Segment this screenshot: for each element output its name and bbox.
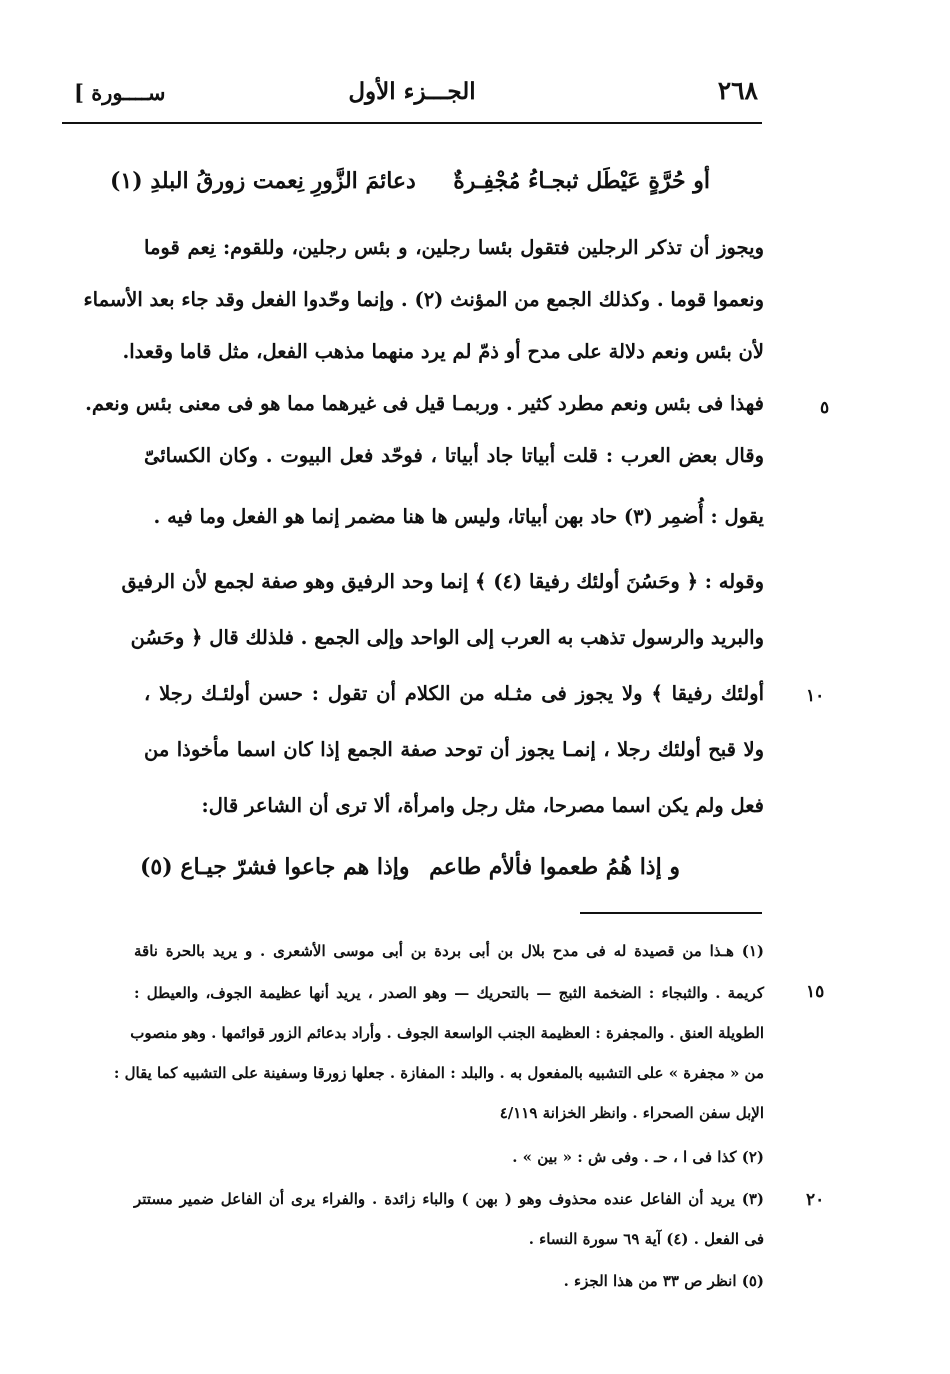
- body-line-4: فهذا فى بئس ونعم مطرد كثير . وربمـا قيل فى غيرهما مما هو فى معنى بئس ونعم.: [85, 392, 764, 415]
- header-rule: [62, 122, 762, 124]
- footnote-1-line-3: الطويلة العنق . والمجفرة : العظيمة الجنب الواسعة الجوف . وأراد بدعائم الزور قوائمها . وهو منصوب: [130, 1024, 764, 1042]
- page-number: ٢٦٨: [717, 76, 758, 105]
- body-line-8: والبريد والرسول تذهب به العرب إلى الواحد وإلى الجمع . فلذلك قال ﴿ وحَسُن: [130, 626, 764, 649]
- line-number-15: ١٥: [806, 982, 825, 1002]
- footnote-1-line-2: كريمة . والثبجاء : الضخمة الثبج — بالتحريك — وهو الصدر ، يريد أنها عظيمة الجوف، والعيطل :: [134, 984, 764, 1002]
- footnote-1-line-4: من « مجفرة » على التشبيه بالمفعول به . والبلد : المفازة . جعلها زورقا وسفينة على التشبيه كما يقال :: [113, 1064, 764, 1082]
- verse-2-second-hemistich: وإذا هم جاعوا فشرّ جيـاع (٥): [140, 854, 410, 880]
- page-header: [62, 72, 762, 120]
- surah-label: [ ســــورة: [74, 80, 166, 105]
- part-title: الجـــزء الأول: [348, 78, 476, 105]
- body-line-1: ويجوز أن تذكر الرجلين فتقول بئسا رجلين، و بئس رجلين، وللقوم: نِعم قوما: [144, 236, 764, 259]
- footnote-separator: [580, 912, 762, 914]
- body-line-10: ولا قبح أولئك رجلا ، إنمـا يجوز أن توحد صفة الجمع إذا كان اسما مأخوذا من: [144, 738, 764, 761]
- line-number-20: ٢٠: [806, 1190, 825, 1210]
- verse-2-first-hemistich: و إذا هُمُ طعموا فألأم طاعم: [429, 854, 680, 880]
- footnote-3-line-1: (٣) يريد أن الفاعل عنده محذوف وهو ( بهن ) والباء زائدة . والفراء يرى أن الفاعل ضمير مستتر: [134, 1190, 764, 1208]
- body-line-6: يقول : أُضمِر (٣) حاد بهن أبياتا، وليس ها هنا مضمر إنما هو الفعل وما فيه .: [153, 505, 764, 528]
- line-number-5: ٥: [820, 398, 830, 418]
- footnote-1-line-5: الإبل سفن الصحراء . وانظر الخزانة ٤/١١٩: [499, 1104, 764, 1122]
- verse-1-first-hemistich: أو حُرَّةٍ عَيْطَل ثبجـاءُ مُجْفِـرةٌ: [453, 168, 710, 194]
- body-line-11: فعل ولم يكن اسما مصرحا، مثل رجل وامرأة، ألا ترى أن الشاعر قال:: [201, 794, 764, 817]
- body-line-2: ونعموا قوما . وكذلك الجمع من المؤنث (٢) . وإنما وحّدوا الفعل وقد جاء بعد الأسماء: [83, 288, 764, 311]
- footnote-3-line-2: فى الفعل . (٤) آية ٦٩ سورة النساء .: [528, 1230, 764, 1248]
- body-line-9: أولئك رفيقا ﴾ ولا يجوز فى مثـله من الكلام أن تقول : حسن أولئـك رجلا ،: [144, 682, 764, 705]
- verse-1: [110, 168, 710, 208]
- verse-1-second-hemistich: دعائمَ الزَّورِ نِعمت زورقُ البلدِ (١): [110, 168, 416, 194]
- line-number-10: ١٠: [806, 686, 825, 706]
- body-line-7: وقوله : ﴿ وحَسُنَ أولئك رفيقا (٤) ﴾ إنما وحد الرفيق وهو صفة لجمع لأن الرفيق: [121, 570, 764, 593]
- footnote-1-line-1: (١) هـذا من قصيدة له فى مدح بلال بن أبى بردة بن أبى موسى الأشعرى . و يريد بالحرة ناقة: [134, 942, 764, 960]
- verse-2: [140, 854, 680, 894]
- body-line-5: وقال بعض العرب : قلت أبياتا جاد أبياتا ، فوحّد فعل البيوت . وكان الكسائىّ: [144, 444, 764, 467]
- footnote-2: (٢) كذا فى ا ، حـ . وفى ش : « بين » .: [512, 1148, 764, 1166]
- footnote-5: (٥) انظر ص ٣٣ من هذا الجزء .: [563, 1272, 764, 1290]
- body-line-3: لأن بئس ونعم دلالة على مدح أو ذمّ لم يرد منهما مذهب الفعل، مثل قاما وقعدا.: [122, 340, 764, 363]
